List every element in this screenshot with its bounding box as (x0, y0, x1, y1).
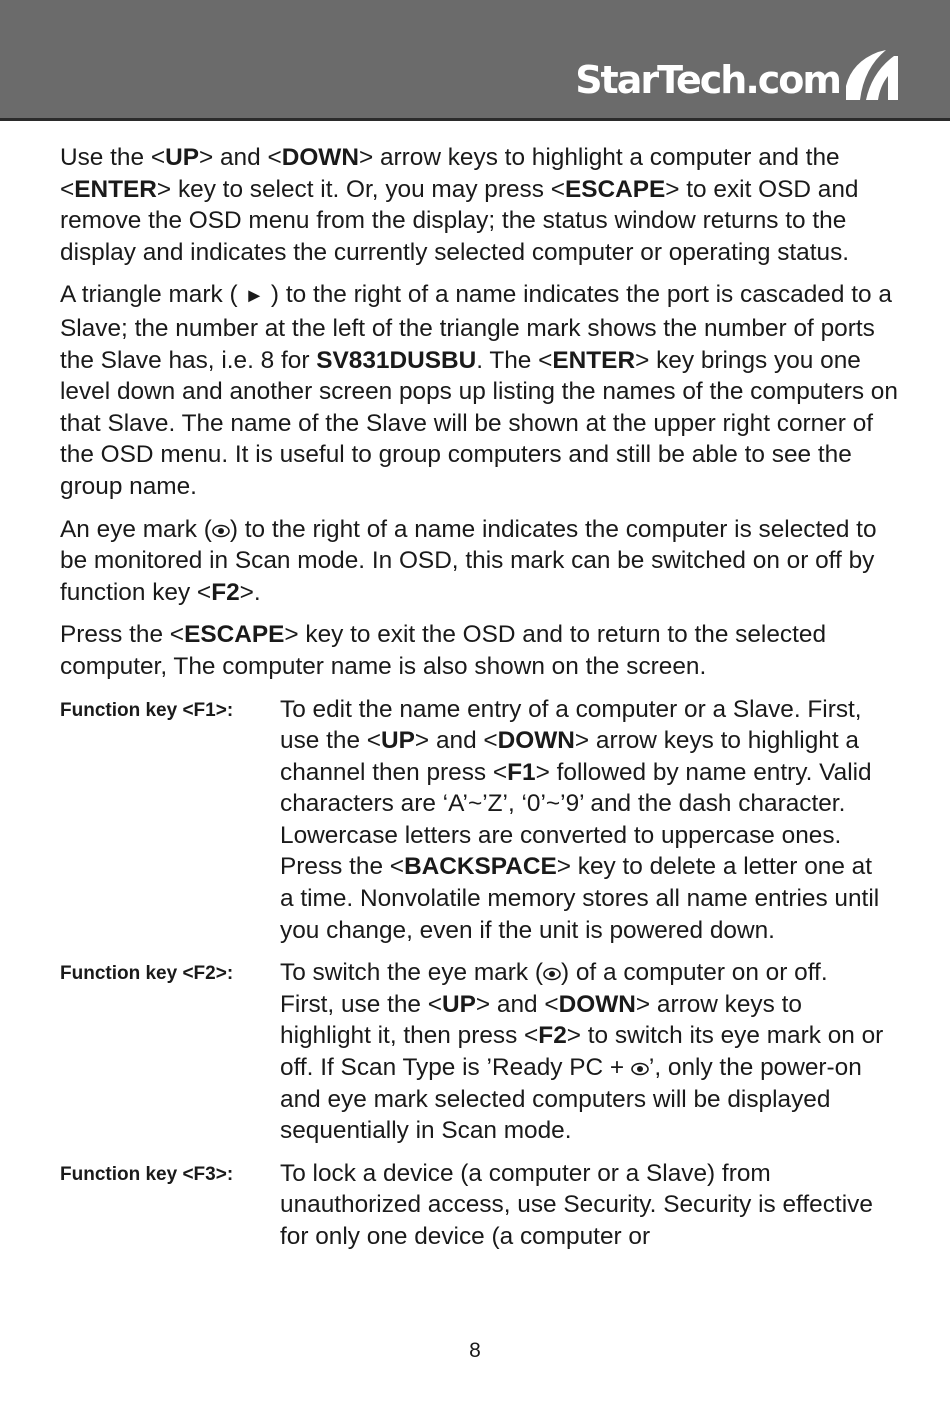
eye-icon (543, 967, 561, 981)
key-f2: F2 (211, 578, 240, 606)
function-key-label: Function key <F1>: (60, 699, 234, 721)
key-up: UP (165, 144, 199, 171)
text: ) to the right of a name indicates the port is cascaded to a Slave; the number at the left of the triangle mark shows the number of ports the Slave has, i.e. 8 for (60, 281, 892, 374)
text: > and < (475, 990, 559, 1018)
function-key-description (280, 957, 885, 1147)
text: > key brings you one level down and another screen pops up listing the names of the computers on that Slave. The name of the Slave will be shown at the upper right corner of the OSD menu. It is useful to group computers and still be able to see the group name. (60, 346, 898, 500)
text: Press the < (60, 621, 185, 649)
function-key-description: To lock a device (a computer or a Slave) from unauthorized access, use Security. Security is effective for only one device (a computer or (280, 1159, 873, 1250)
key-enter: ENTER (552, 346, 636, 374)
function-key-f1 (60, 694, 900, 947)
paragraph-escape (60, 619, 900, 682)
paragraph-navigation (60, 142, 900, 268)
function-key-f3 (60, 1158, 900, 1253)
text: > to switch its eye mark on or off. If Scan Type is ’Ready PC + (280, 1022, 884, 1082)
text: To edit the name entry of a computer or a Slave. First, use the < (280, 695, 862, 755)
text: ) of a computer on or off. First, use the < (280, 959, 828, 1018)
text: >. (239, 578, 261, 606)
key-down: DOWN (497, 727, 575, 755)
text: > arrow keys to highlight a computer and the < (60, 144, 840, 203)
key-backspace: BACKSPACE (404, 853, 557, 881)
key-f1: F1 (507, 758, 536, 786)
text: > and < (414, 727, 498, 755)
text: . The < (476, 346, 553, 374)
text: > key to delete a letter one at a time. Nonvolatile memory stores all name entries until you change, even if the unit is powered down. (280, 853, 880, 944)
text: > to exit OSD and remove the OSD menu from the display; the status window returns to the display and indicates the currently selected computer or operating status. (60, 175, 859, 266)
eye-icon (631, 1062, 649, 1076)
function-key-label: Function key <F3>: (60, 1163, 234, 1185)
key-down: DOWN (558, 990, 636, 1018)
paragraph-eye-mark (60, 514, 900, 609)
text: ’, only the power-on and eye mark selected computers will be displayed sequentially in Scan mode. (280, 1054, 862, 1145)
text: > key to select it. Or, you may press < (156, 175, 565, 203)
swoosh-logo-icon (842, 46, 902, 102)
text: > followed by name entry. Valid characters are ‘A’~’Z’, ‘0’~’9’ and the dash character. Lowercase letters are converted to uppercase ones. Press the < (280, 758, 872, 881)
text: A triangle mark ( (60, 281, 245, 309)
paragraph-triangle-mark (60, 279, 900, 502)
text: Use the < (60, 144, 166, 171)
text: > arrow keys to highlight it, then press < (280, 990, 802, 1050)
text: > and < (198, 144, 282, 171)
key-f2: F2 (538, 1022, 567, 1050)
function-key-label: Function key <F2>: (60, 963, 234, 985)
key-down: DOWN (281, 144, 359, 171)
brand-name: StarTech.com (575, 58, 840, 102)
key-up: UP (381, 727, 415, 755)
startech-logo (575, 46, 902, 102)
key-escape: ESCAPE (184, 621, 285, 649)
model-number: SV831DUSBU (316, 346, 477, 374)
page-header (0, 0, 950, 121)
page-number: 8 (469, 1339, 481, 1362)
triangle-icon: ► (244, 285, 265, 308)
key-enter: ENTER (74, 175, 157, 203)
text: > arrow keys to highlight a channel then press < (280, 727, 859, 786)
text: An eye mark ( (60, 515, 212, 543)
key-escape: ESCAPE (564, 175, 666, 203)
function-key-f2 (60, 957, 900, 1147)
function-key-description (280, 694, 885, 947)
text: ) to the right of a name indicates the computer is selected to be monitored in Scan mode. In OSD, this mark can be switched on or off by function key < (60, 515, 877, 606)
text: To switch the eye mark ( (280, 959, 543, 987)
eye-icon (212, 524, 230, 538)
text: > key to exit the OSD and to return to the selected computer, The computer name is also shown on the screen. (60, 621, 827, 680)
key-up: UP (442, 990, 476, 1018)
document-body (60, 142, 900, 1264)
